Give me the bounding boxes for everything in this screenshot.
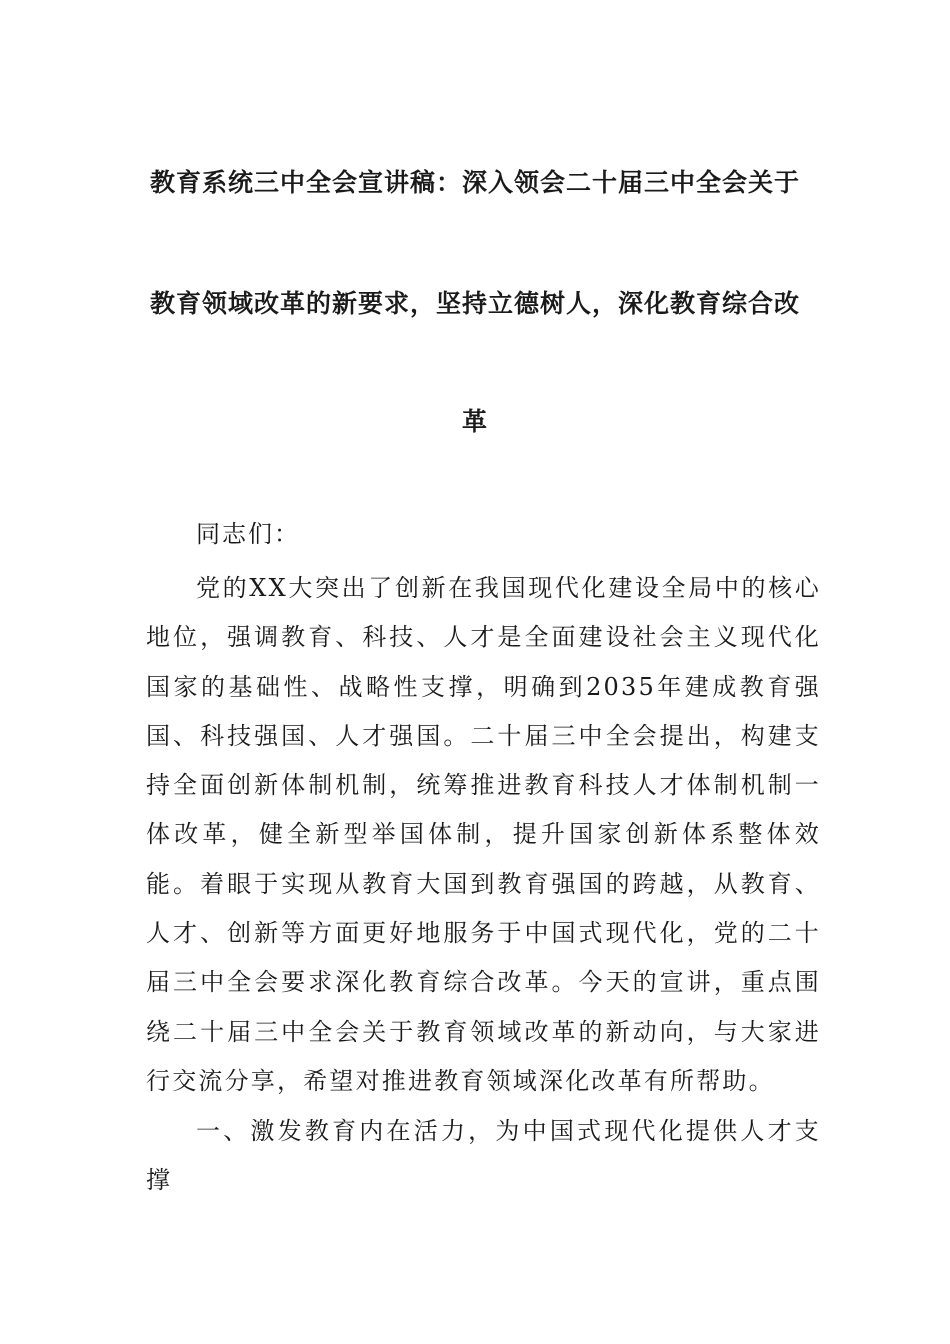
- section-heading-1: 一、激发教育内在活力，为中国式现代化提供人才支撑: [146, 1117, 821, 1195]
- title-line-1: 教育系统三中全会宣讲稿：深入领会二十届三中全会关于: [149, 168, 800, 197]
- title-line-3: 革: [461, 407, 488, 436]
- title-line-2: 教育领域改革的新要求，坚持立德树人，深化教育综合改: [149, 289, 800, 318]
- salutation: 同志们：: [196, 520, 300, 548]
- paragraph-intro: 党的XX大突出了创新在我国现代化建设全局中的核心地位，强调教育、科技、人才是全面建设社会主义现代化国家的基础性、战略性支撑，明确到2035年建成教育强国、科技强国、人才强国。二十届三中全会提出，构建支持全面创新体制机制，统筹推进教育科技人才体制机制一体改革，健全新型举国体制，提升国家创新体系整体效能。着眼于实现从教育大国到教育强国的跨越，从教育、人才、创新等方面更好地服务于中国式现代化，党的二十届三中全会要求深化教育综合改革。今天的宣讲，重点围绕二十届三中全会关于教育领域改革的新动向，与大家进行交流分享，希望对推进教育领域深化改革有所帮助。: [146, 574, 821, 1095]
